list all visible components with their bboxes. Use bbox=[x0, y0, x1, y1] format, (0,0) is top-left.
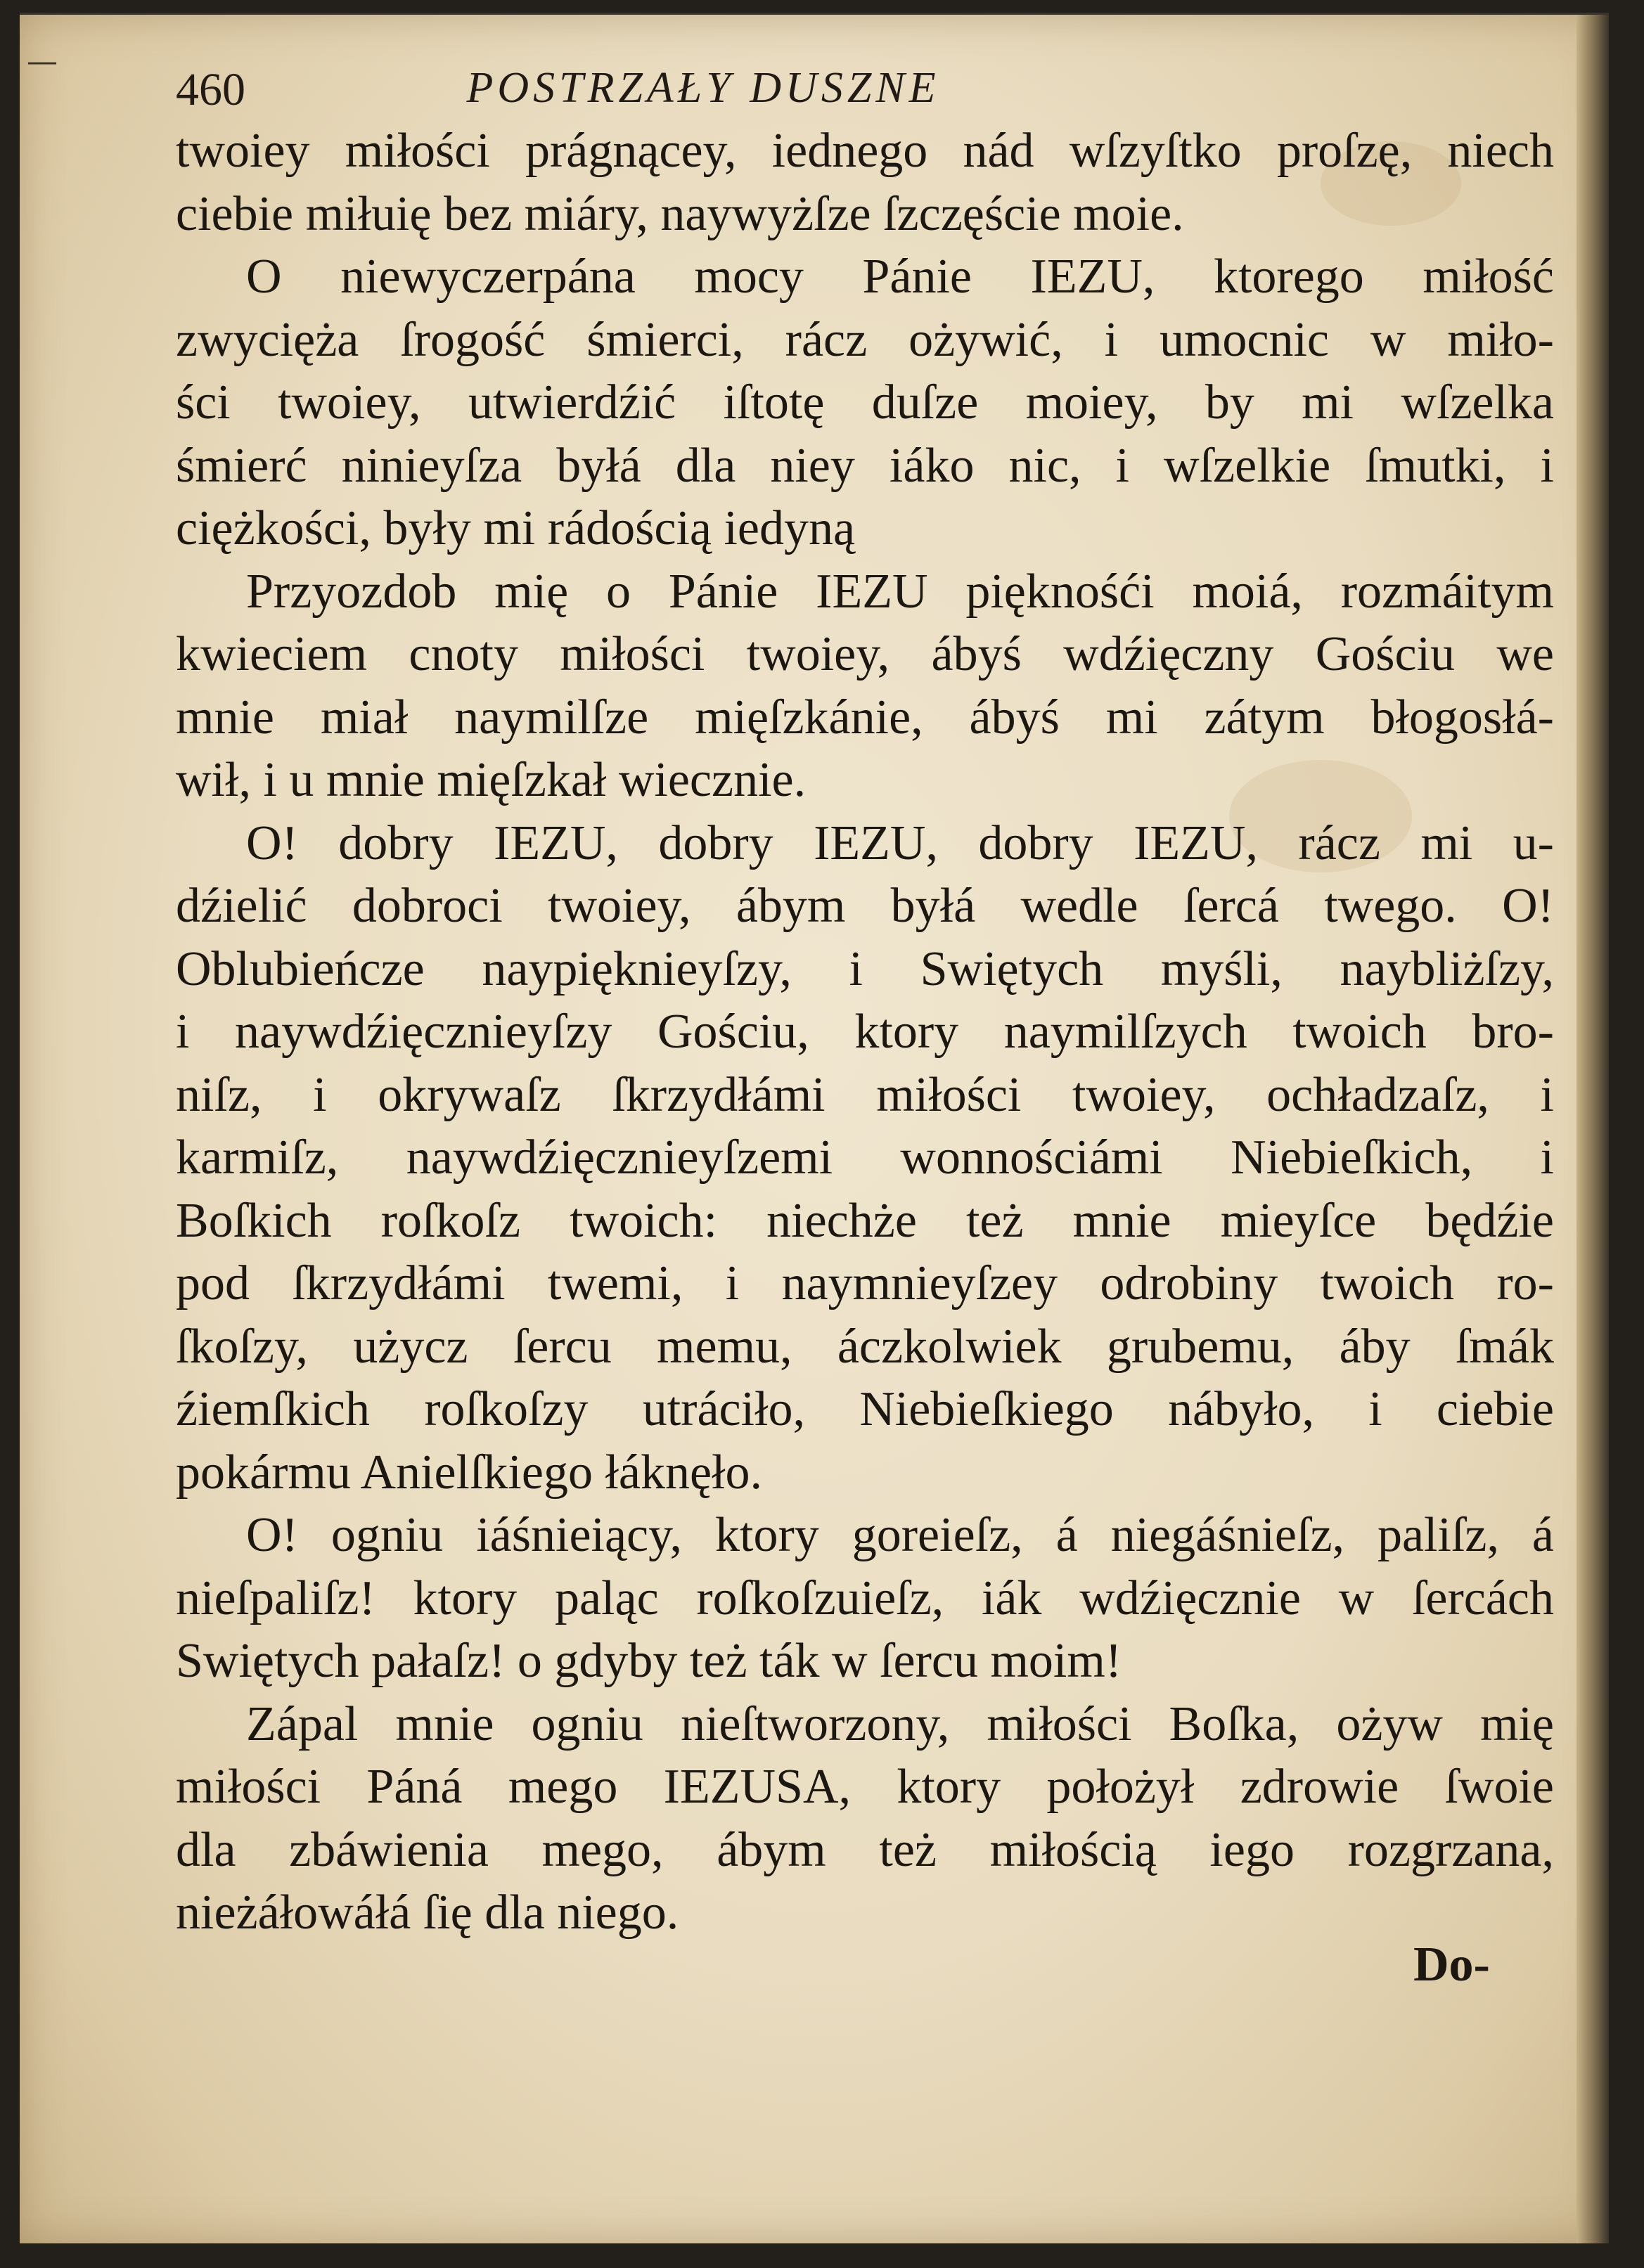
text-line: niſz, i okrywaſz ſkrzydłámi miłości twoiey, ochładzaſz, i bbox=[176, 1067, 1554, 1122]
text-line: nieſpaliſz! ktory paląc roſkoſzuieſz, iák wdźięcznie w ſercách bbox=[176, 1571, 1554, 1625]
text-line: Oblubieńcze naypięknieyſzy, i Swiętych myśli, naybliżſzy, bbox=[176, 941, 1554, 996]
running-head bbox=[176, 63, 1547, 127]
text-line: śmierć ninieyſza byłá dla niey iáko nic, i wſzelkie ſmutki, i bbox=[176, 438, 1554, 493]
page-number: 460 bbox=[176, 64, 245, 115]
margin-mark: — bbox=[27, 44, 58, 79]
text-line: pod ſkrzydłámi twemi, i naymnieyſzey odrobiny twoich ro- bbox=[176, 1256, 1554, 1310]
text-line: O niewyczerpána mocy Pánie IEZU, ktorego miłość bbox=[246, 250, 1554, 304]
text-line: Zápal mnie ogniu nieſtworzony, miłości Boſka, ożyw mię bbox=[246, 1696, 1554, 1751]
text-line: twoiey miłości prágnącey, iednego nád wſzyſtko proſzę, niech bbox=[176, 124, 1554, 178]
text-line: nieżáłowáłá ſię dla niego. bbox=[176, 1886, 679, 1940]
text-line: mnie miał naymilſze mięſzkánie, ábyś mi zátym błogosłá- bbox=[176, 690, 1554, 745]
text-line: i naywdźięcznieyſzy Gościu, ktory naymilſzych twoich bro- bbox=[176, 1005, 1554, 1059]
body-text bbox=[176, 120, 1554, 1945]
text-line: dźielić dobroci twoiey, ábym byłá wedle ſercá twego. O! bbox=[176, 879, 1554, 933]
text-line: Boſkich roſkoſz twoich: niechże też mnie mieyſce będźie bbox=[176, 1193, 1554, 1248]
text-line: dla zbáwienia mego, ábym też miłością iego rozgrzana, bbox=[176, 1822, 1554, 1877]
text-line: kwieciem cnoty miłości twoiey, ábyś wdźięczny Gościu we bbox=[176, 627, 1554, 681]
text-line: pokármu Anielſkiego łáknęło. bbox=[176, 1445, 762, 1500]
text-line: ciężkości, były mi rádością iedyną bbox=[176, 501, 856, 555]
text-line: ciebie miłuię bez miáry, naywyżſze ſzczęście moie. bbox=[176, 186, 1184, 241]
text-line: karmiſz, naywdźięcznieyſzemi wonnościámi Niebieſkich, i bbox=[176, 1130, 1554, 1185]
running-title: POSTRZAŁY DUSZNE bbox=[466, 64, 940, 112]
text-line: ści twoiey, utwierdźić iſtotę duſze moiey, by mi wſzelka bbox=[176, 375, 1554, 430]
text-line: ſkoſzy, użycz ſercu memu, áczkolwiek grubemu, áby ſmák bbox=[176, 1319, 1554, 1374]
text-line: O! dobry IEZU, dobry IEZU, dobry IEZU, rácz mi u- bbox=[246, 816, 1554, 870]
text-line: Swiętych pałaſz! o gdyby też ták w ſercu moim! bbox=[176, 1634, 1122, 1688]
text-line: wił, i u mnie mięſzkał wiecznie. bbox=[176, 753, 807, 807]
text-line: Przyozdob mię o Pánie IEZU pięknośći moiá, rozmáitym bbox=[246, 564, 1554, 619]
text-line: zwycięża ſrogość śmierci, rácz ożywić, i umocnic w miło- bbox=[176, 312, 1554, 367]
catchword: Do- bbox=[1413, 1938, 1490, 1992]
text-line: miłości Páná mego IEZUSA, ktory położył zdrowie ſwoie bbox=[176, 1760, 1554, 1814]
text-line: O! ogniu iáśnieiący, ktory goreieſz, á niegáśnieſz, paliſz, á bbox=[246, 1508, 1554, 1562]
text-line: źiemſkich roſkoſzy utráciło, Niebieſkiego nábyło, i ciebie bbox=[176, 1382, 1554, 1436]
book-gutter bbox=[1576, 15, 1609, 2243]
